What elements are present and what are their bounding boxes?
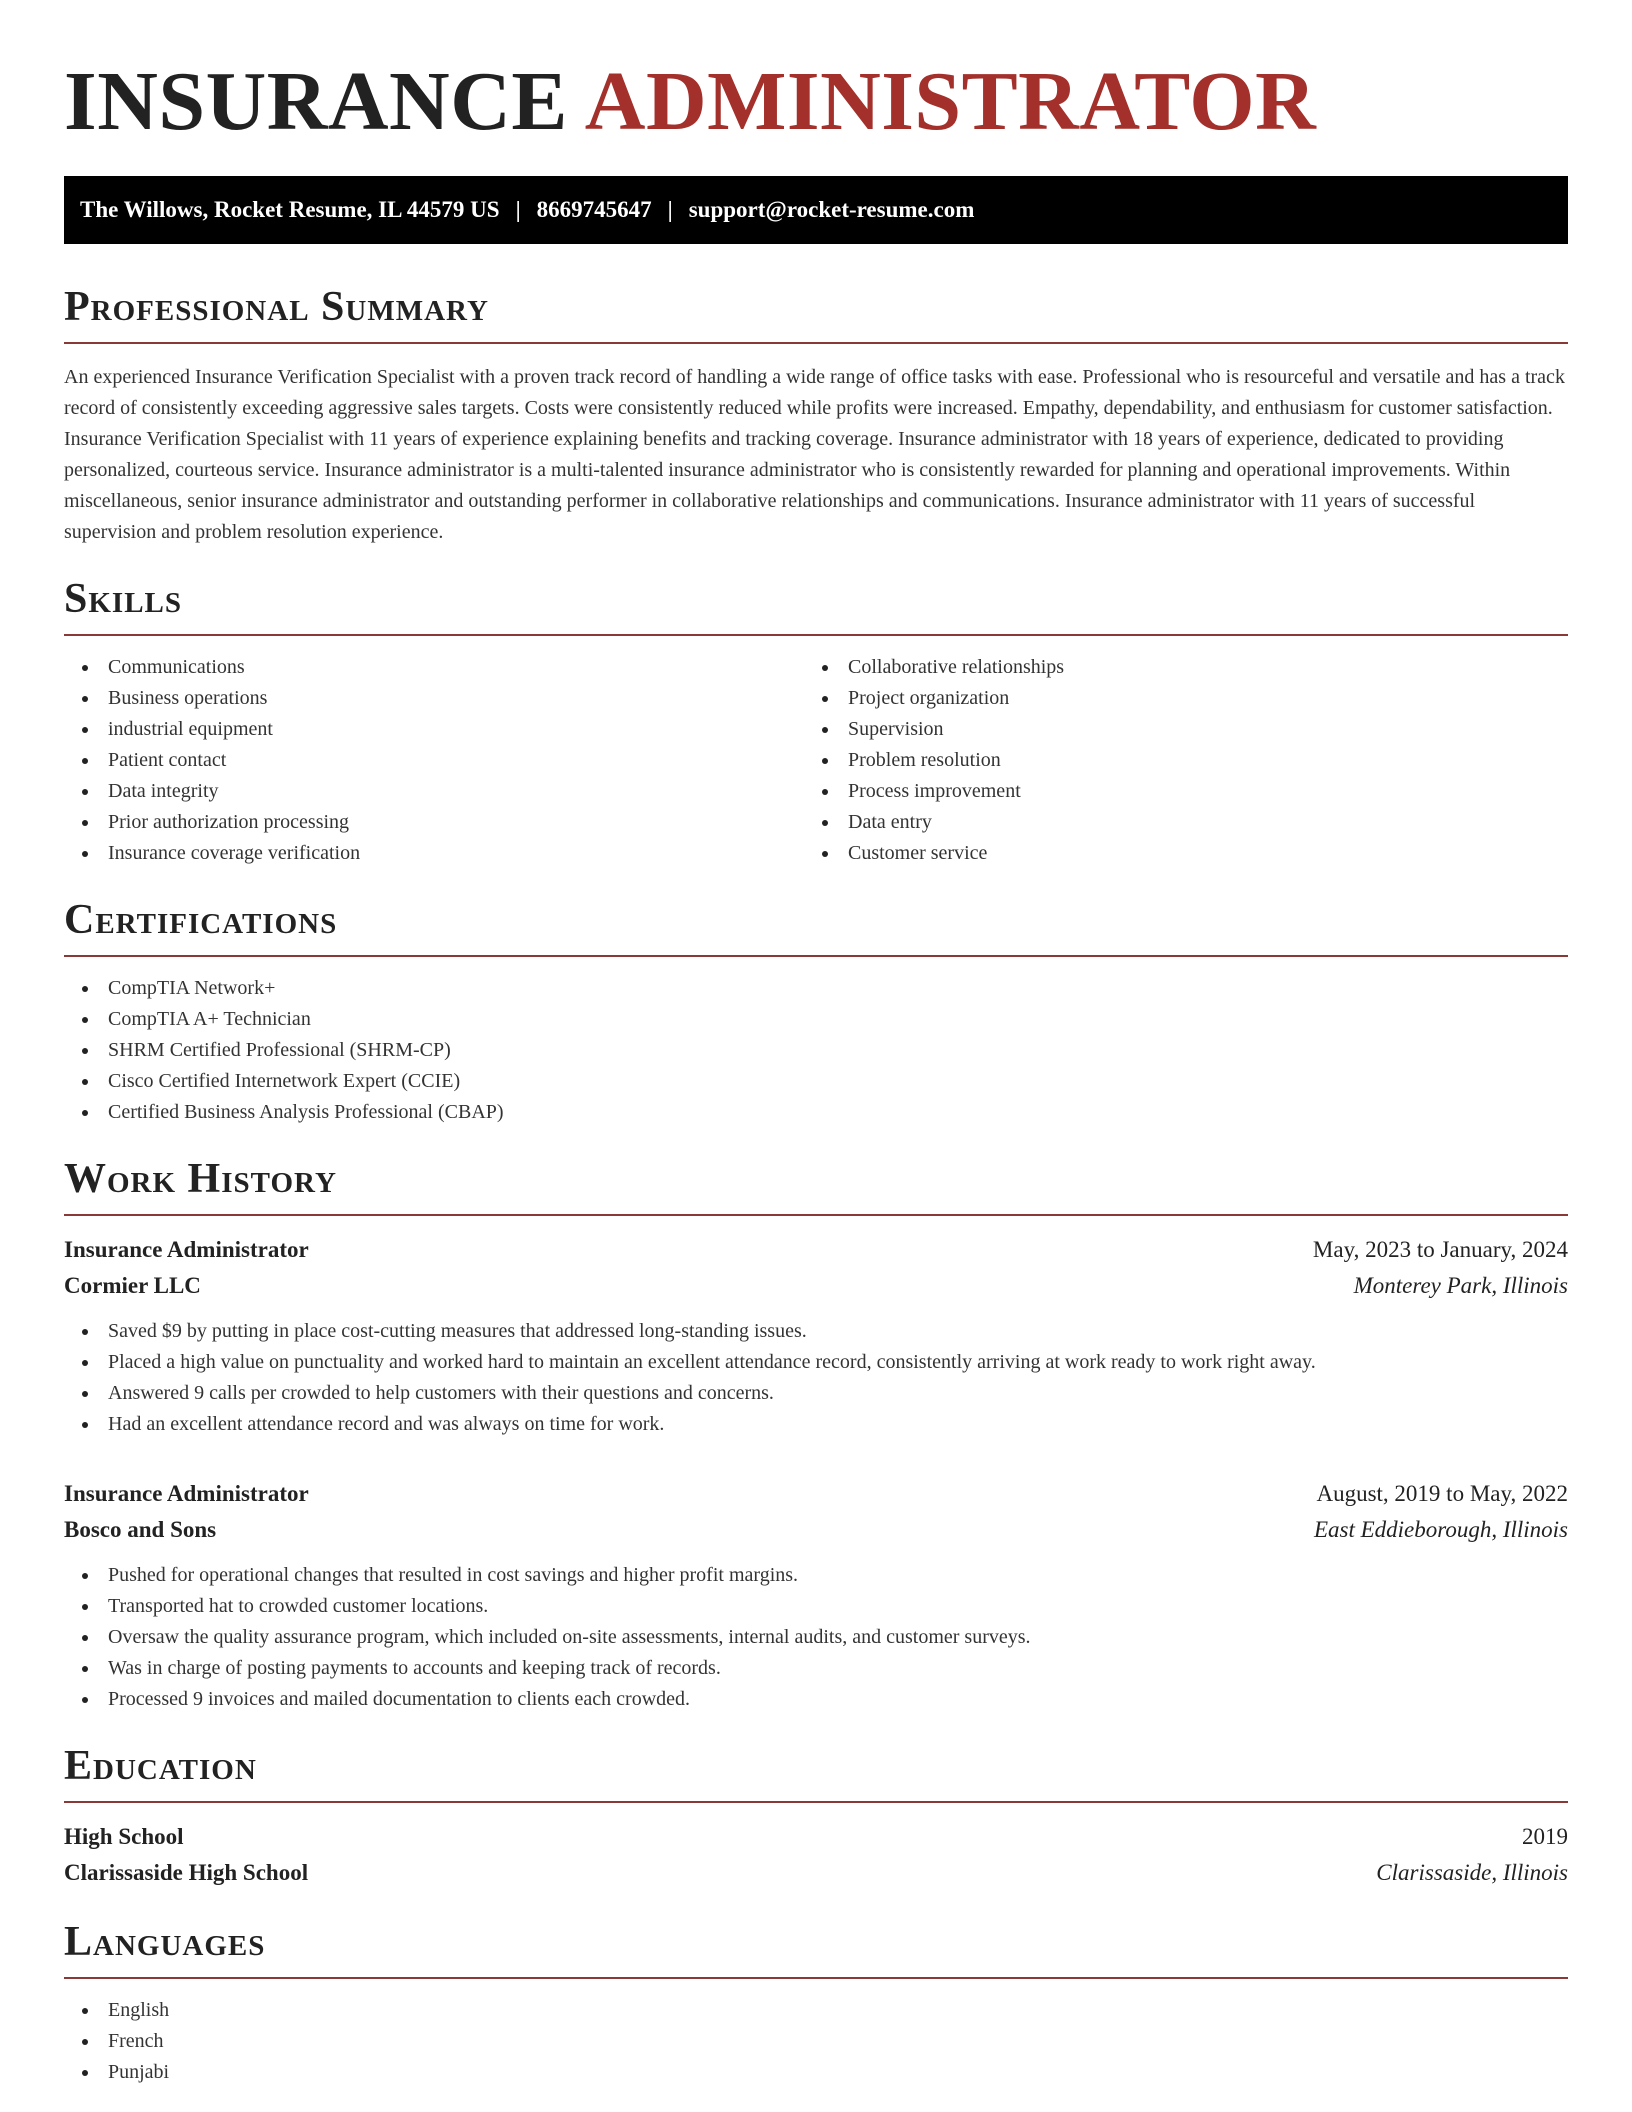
language-item: French — [64, 2026, 1568, 2057]
education-school: Clarissaside High School — [64, 1860, 309, 1885]
section-divider — [64, 1977, 1568, 1979]
skill-item: Patient contact — [64, 745, 804, 776]
skills-heading: Skills — [64, 576, 183, 622]
certification-item: CompTIA Network+ — [64, 973, 1568, 1004]
section-divider — [64, 342, 1568, 344]
certifications-list — [64, 973, 1568, 1128]
contact-bar — [64, 176, 1568, 244]
skills-columns — [64, 636, 1568, 869]
job-bullets — [64, 1316, 1568, 1440]
summary-text: An experienced Insurance Verification Specialist with a proven track record of handling a wide range of office tasks with ease. Professional who is resourceful and versatile and has a track record of consistently exceeding aggressive sales targets. Costs were consistently reduced while profits were increased. Empathy, dependability, and enthusiasm for customer satisfaction. Insurance Verification Specialist with 11 years of experience explaining benefits and tracking coverage. Insurance administrator with 18 years of experience, dedicated to providing personalized, courteous service. Insurance administrator is a multi-talented insurance administrator who is consistently rewarded for planning and operational improvements. Within miscellaneous, senior insurance administrator and outstanding performer in collaborative relationships and communications. Insurance administrator with 11 years of successful supervision and problem resolution experience. — [64, 366, 1565, 543]
title-first-word: INSURANCE — [64, 55, 568, 148]
education-subheader — [64, 1855, 1568, 1891]
job-bullets — [64, 1560, 1568, 1715]
skills-list-right — [804, 652, 1544, 869]
summary-heading: Professional Summary — [64, 284, 489, 330]
job-bullet: Saved $9 by putting in place cost-cutting measures that addressed long-standing issues. — [64, 1316, 1568, 1347]
job-dates: August, 2019 to May, 2022 — [1316, 1481, 1568, 1506]
job-entry — [64, 1476, 1568, 1715]
education-entry — [64, 1819, 1568, 1891]
job-bullet: Oversaw the quality assurance program, which included on-site assessments, internal audits, and customer surveys. — [64, 1622, 1568, 1653]
contact-phone: 8669745647 — [536, 197, 652, 222]
contact-separator: | — [667, 197, 673, 222]
job-bullet: Pushed for operational changes that resulted in cost savings and higher profit margins. — [64, 1560, 1568, 1591]
job-location: Monterey Park, Illinois — [1353, 1273, 1568, 1298]
skill-item: Process improvement — [804, 776, 1544, 807]
contact-email: support@rocket-resume.com — [688, 197, 975, 222]
certification-item: Certified Business Analysis Professional (CBAP) — [64, 1097, 1568, 1128]
contact-separator: | — [515, 197, 521, 222]
skill-item: Project organization — [804, 683, 1544, 714]
job-bullet: Transported hat to crowded customer locations. — [64, 1591, 1568, 1622]
education-heading: Education — [64, 1743, 257, 1789]
job-subheader — [64, 1512, 1568, 1548]
resume-page — [64, 0, 1568, 2088]
job-bullet: Answered 9 calls per crowded to help customers with their questions and concerns. — [64, 1378, 1568, 1409]
job-bullet: Was in charge of posting payments to accounts and keeping track of records. — [64, 1653, 1568, 1684]
education-degree: High School — [64, 1824, 184, 1849]
skills-section — [64, 574, 1568, 869]
job-header — [64, 1232, 1568, 1268]
languages-list — [64, 1995, 1568, 2088]
summary-section — [64, 282, 1568, 548]
certifications-heading: Certifications — [64, 897, 338, 943]
language-item: Punjabi — [64, 2057, 1568, 2088]
resume-title — [64, 0, 1568, 152]
section-divider — [64, 1214, 1568, 1216]
education-section — [64, 1741, 1568, 1891]
job-bullet: Had an excellent attendance record and was always on time for work. — [64, 1409, 1568, 1440]
work-history-section — [64, 1154, 1568, 1715]
title-second-word: ADMINISTRATOR — [584, 55, 1317, 148]
job-location: East Eddieborough, Illinois — [1313, 1517, 1568, 1542]
certification-item: Cisco Certified Internetwork Expert (CCIE) — [64, 1066, 1568, 1097]
job-subheader — [64, 1268, 1568, 1304]
skill-item: Problem resolution — [804, 745, 1544, 776]
section-divider — [64, 955, 1568, 957]
skill-item: Data integrity — [64, 776, 804, 807]
job-entry — [64, 1232, 1568, 1440]
skill-item: industrial equipment — [64, 714, 804, 745]
skill-item: Insurance coverage verification — [64, 838, 804, 869]
languages-section — [64, 1917, 1568, 2088]
skill-item: Collaborative relationships — [804, 652, 1544, 683]
skills-list-left — [64, 652, 804, 869]
work-history-heading: Work History — [64, 1156, 337, 1202]
section-divider — [64, 1801, 1568, 1803]
languages-heading: Languages — [64, 1919, 266, 1965]
language-item: English — [64, 1995, 1568, 2026]
skill-item: Customer service — [804, 838, 1544, 869]
job-bullet: Placed a high value on punctuality and worked hard to maintain an excellent attendance record, consistently arriving at work ready to work right away. — [64, 1347, 1568, 1378]
education-year: 2019 — [1522, 1824, 1568, 1849]
education-header — [64, 1819, 1568, 1855]
skill-item: Prior authorization processing — [64, 807, 804, 838]
job-role: Insurance Administrator — [64, 1481, 309, 1506]
skill-item: Data entry — [804, 807, 1544, 838]
skill-item: Communications — [64, 652, 804, 683]
certification-item: SHRM Certified Professional (SHRM-CP) — [64, 1035, 1568, 1066]
skill-item: Supervision — [804, 714, 1544, 745]
job-dates: May, 2023 to January, 2024 — [1312, 1237, 1568, 1262]
job-bullet: Processed 9 invoices and mailed documentation to clients each crowded. — [64, 1684, 1568, 1715]
job-header — [64, 1476, 1568, 1512]
job-company: Cormier LLC — [64, 1273, 201, 1298]
job-company: Bosco and Sons — [64, 1517, 217, 1542]
education-location: Clarissaside, Illinois — [1376, 1860, 1568, 1885]
contact-address: The Willows, Rocket Resume, IL 44579 US — [80, 197, 500, 222]
certification-item: CompTIA A+ Technician — [64, 1004, 1568, 1035]
job-role: Insurance Administrator — [64, 1237, 309, 1262]
skill-item: Business operations — [64, 683, 804, 714]
certifications-section — [64, 895, 1568, 1128]
